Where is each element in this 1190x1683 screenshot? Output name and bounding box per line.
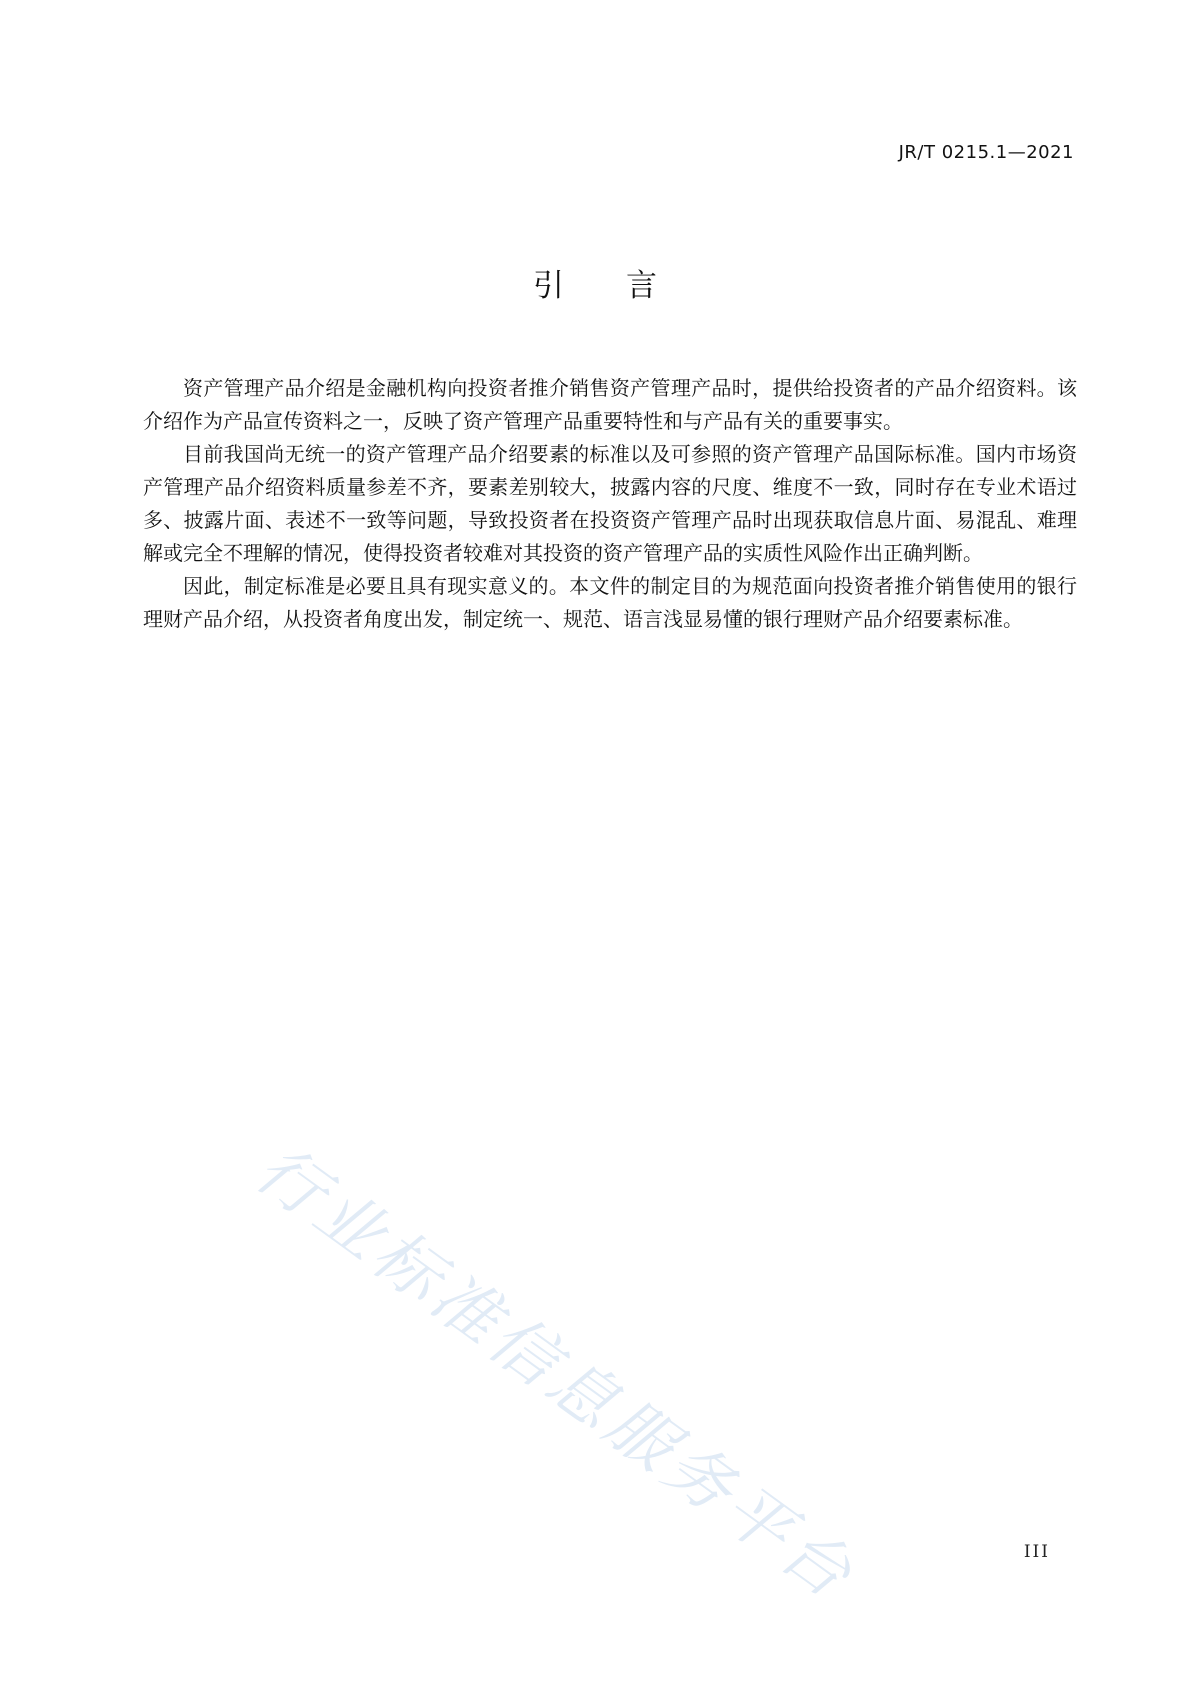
watermark-text: 行业标准信息服务平台 (241, 1130, 870, 1616)
title-char-1: 引 (533, 268, 564, 304)
paragraph-1: 资产管理产品介绍是金融机构向投资者推介销售资产管理产品时，提供给投资者的产品介绍资料。该介绍作为产品宣传资料之一，反映了资产管理产品重要特性和与产品有关的重要事实。 (143, 376, 1077, 433)
paragraph-3: 因此，制定标准是必要且具有现实意义的。本文件的制定目的为规范面向投资者推介销售使用的银行理财产品介绍，从投资者角度出发，制定统一、规范、语言浅显易懂的银行理财产品介绍要素标准。 (143, 574, 1077, 631)
paragraph-2: 目前我国尚无统一的资产管理产品介绍要素的标准以及可参照的资产管理产品国际标准。国内市场资产管理产品介绍资料质量参差不齐，要素差别较大，披露内容的尺度、维度不一致，同时存在专业术语过多、披露片面、表述不一致等问题，导致投资者在投资资产管理产品时出现获取信息片面、易混乱、难理解或完全不理解的情况，使得投资者较难对其投资的资产管理产品的实质性风险作出正确判断。 (143, 442, 1077, 565)
title-char-2: 言 (626, 268, 657, 304)
page-number: III (1023, 1542, 1050, 1562)
document-code: JR/T 0215.1—2021 (898, 142, 1074, 163)
page-title (0, 266, 1190, 306)
introduction-body (143, 372, 1077, 636)
